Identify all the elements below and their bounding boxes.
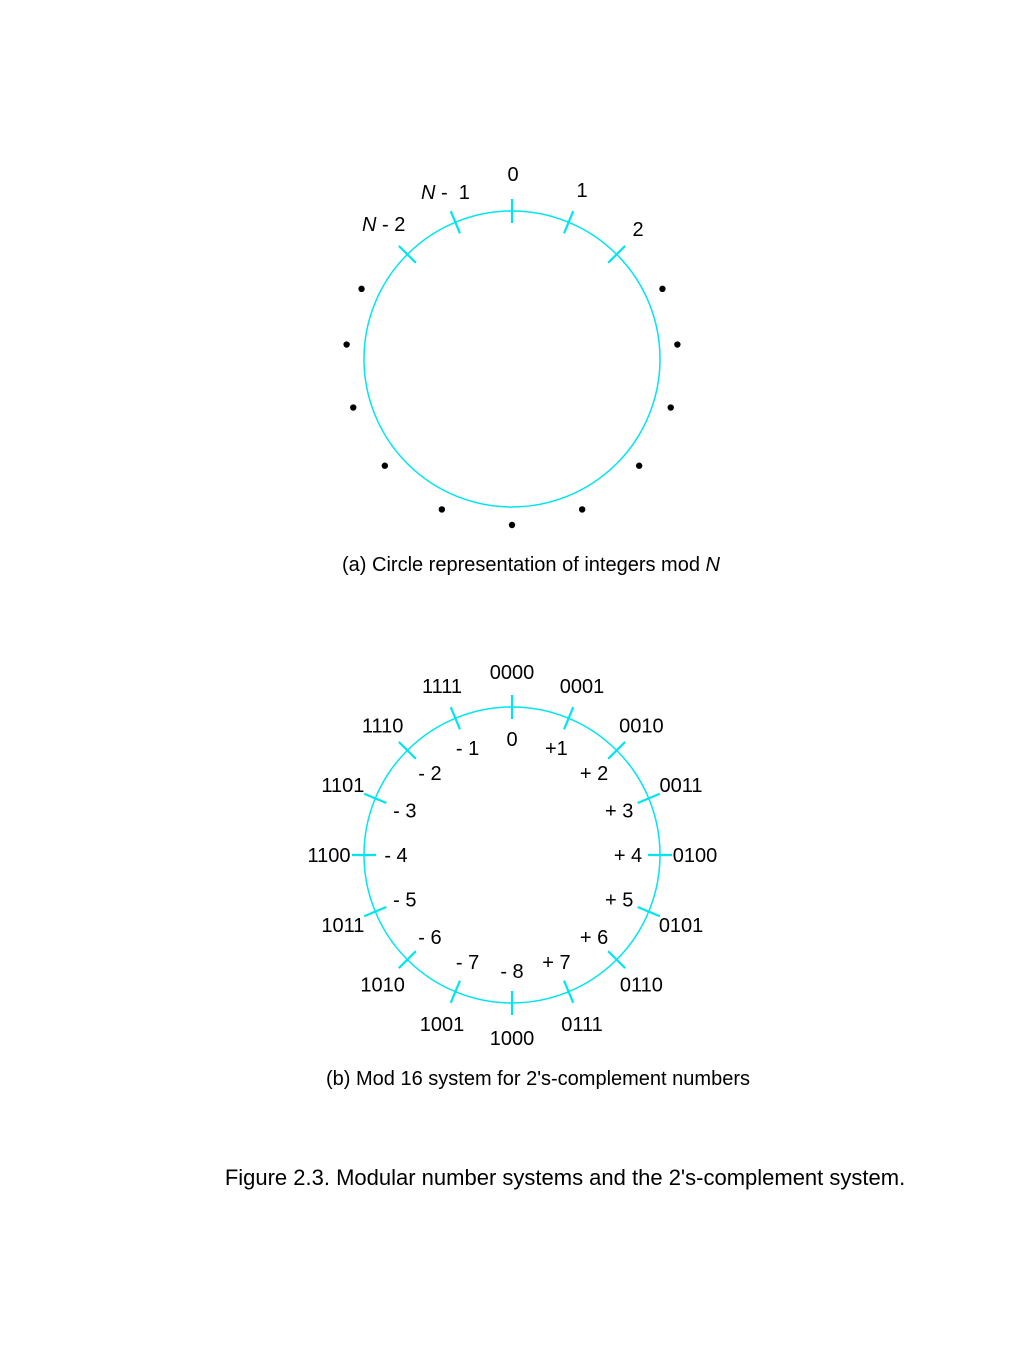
signed-value-label: + 2 bbox=[579, 762, 609, 785]
caption-b: (b) Mod 16 system for 2's-complement numbers bbox=[326, 1068, 750, 1090]
ellipsis-dot bbox=[439, 506, 445, 512]
binary-label: 0110 bbox=[619, 974, 663, 997]
signed-value-label: + 4 bbox=[613, 845, 643, 867]
caption-a-var: N bbox=[705, 554, 720, 576]
figure-caption: Figure 2.3. Modular number systems and the 2's-complement system. bbox=[224, 1165, 906, 1190]
tick-5 bbox=[638, 907, 660, 916]
signed-value-label: - 4 bbox=[384, 845, 408, 867]
binary-label: 0001 bbox=[559, 675, 605, 698]
binary-label: 1111 bbox=[421, 675, 462, 698]
tick-15 bbox=[451, 707, 460, 729]
tick-7 bbox=[564, 981, 573, 1003]
label-0: 0 bbox=[507, 164, 519, 186]
ellipsis-dot bbox=[579, 506, 585, 512]
diagram-b bbox=[307, 662, 749, 1090]
tick-13 bbox=[364, 794, 386, 803]
tick-1 bbox=[564, 211, 573, 233]
binary-label: 1101 bbox=[321, 774, 365, 797]
signed-value-label: - 8 bbox=[500, 961, 524, 983]
binary-label: 0011 bbox=[659, 774, 703, 797]
signed-value-label: + 6 bbox=[579, 927, 609, 950]
caption-a-text: (a) Circle representation of integers mod bbox=[342, 554, 706, 576]
diagram-a bbox=[342, 164, 721, 576]
ellipsis-dot bbox=[509, 522, 515, 528]
signed-value-label: - 3 bbox=[393, 800, 417, 823]
ellipsis-dot bbox=[358, 286, 364, 292]
tick-9 bbox=[451, 981, 460, 1003]
ellipsis-dot bbox=[659, 286, 665, 292]
label-n-minus-1-offset: - 1 bbox=[435, 182, 470, 204]
binary-label: 1011 bbox=[321, 915, 365, 938]
binary-label: 1001 bbox=[419, 1014, 465, 1037]
label-1: 1 bbox=[576, 180, 588, 202]
signed-value-label: - 6 bbox=[418, 927, 442, 950]
ellipsis-dot bbox=[350, 404, 356, 410]
signed-value-label: 0 bbox=[506, 729, 518, 751]
binary-label: 1000 bbox=[489, 1028, 535, 1050]
binary-label: 0111 bbox=[561, 1014, 603, 1037]
binary-label: 0101 bbox=[658, 915, 704, 938]
label-n-minus-2-var: N bbox=[362, 214, 377, 236]
signed-value-label: - 5 bbox=[393, 889, 417, 912]
binary-label: 0010 bbox=[619, 715, 664, 738]
label-n-minus-1-var: N bbox=[421, 182, 436, 204]
ellipsis-dot bbox=[636, 463, 642, 469]
ellipsis-dot bbox=[382, 463, 388, 469]
label-n-minus-1 bbox=[421, 182, 470, 204]
signed-value-label: + 3 bbox=[604, 800, 634, 823]
signed-value-label: - 7 bbox=[455, 952, 480, 975]
caption-a bbox=[342, 554, 721, 576]
tick-3 bbox=[638, 794, 660, 803]
label-n-minus-2-offset: - 2 bbox=[376, 214, 406, 236]
ellipsis-dot bbox=[343, 341, 349, 347]
signed-value-label: + 5 bbox=[604, 889, 634, 912]
tick-1 bbox=[564, 707, 573, 729]
signed-value-label: +1 bbox=[544, 737, 568, 760]
tick-n-minus-1 bbox=[451, 211, 460, 233]
tick-11 bbox=[364, 907, 386, 916]
ellipsis-dot bbox=[668, 404, 674, 410]
signed-value-label: + 7 bbox=[542, 952, 571, 975]
mod-n-ellipsis-dots bbox=[343, 286, 680, 529]
binary-label: 1100 bbox=[307, 845, 351, 867]
binary-label: 1110 bbox=[361, 715, 404, 738]
binary-label: 0100 bbox=[672, 845, 718, 867]
label-n-minus-2 bbox=[362, 214, 405, 236]
signed-value-label: - 1 bbox=[455, 737, 480, 760]
binary-label: 0000 bbox=[489, 662, 535, 684]
binary-label: 1010 bbox=[360, 974, 405, 997]
label-2: 2 bbox=[632, 219, 644, 241]
ellipsis-dot bbox=[674, 341, 680, 347]
signed-value-label: - 2 bbox=[418, 762, 442, 785]
mod-n-ticks bbox=[399, 199, 625, 263]
